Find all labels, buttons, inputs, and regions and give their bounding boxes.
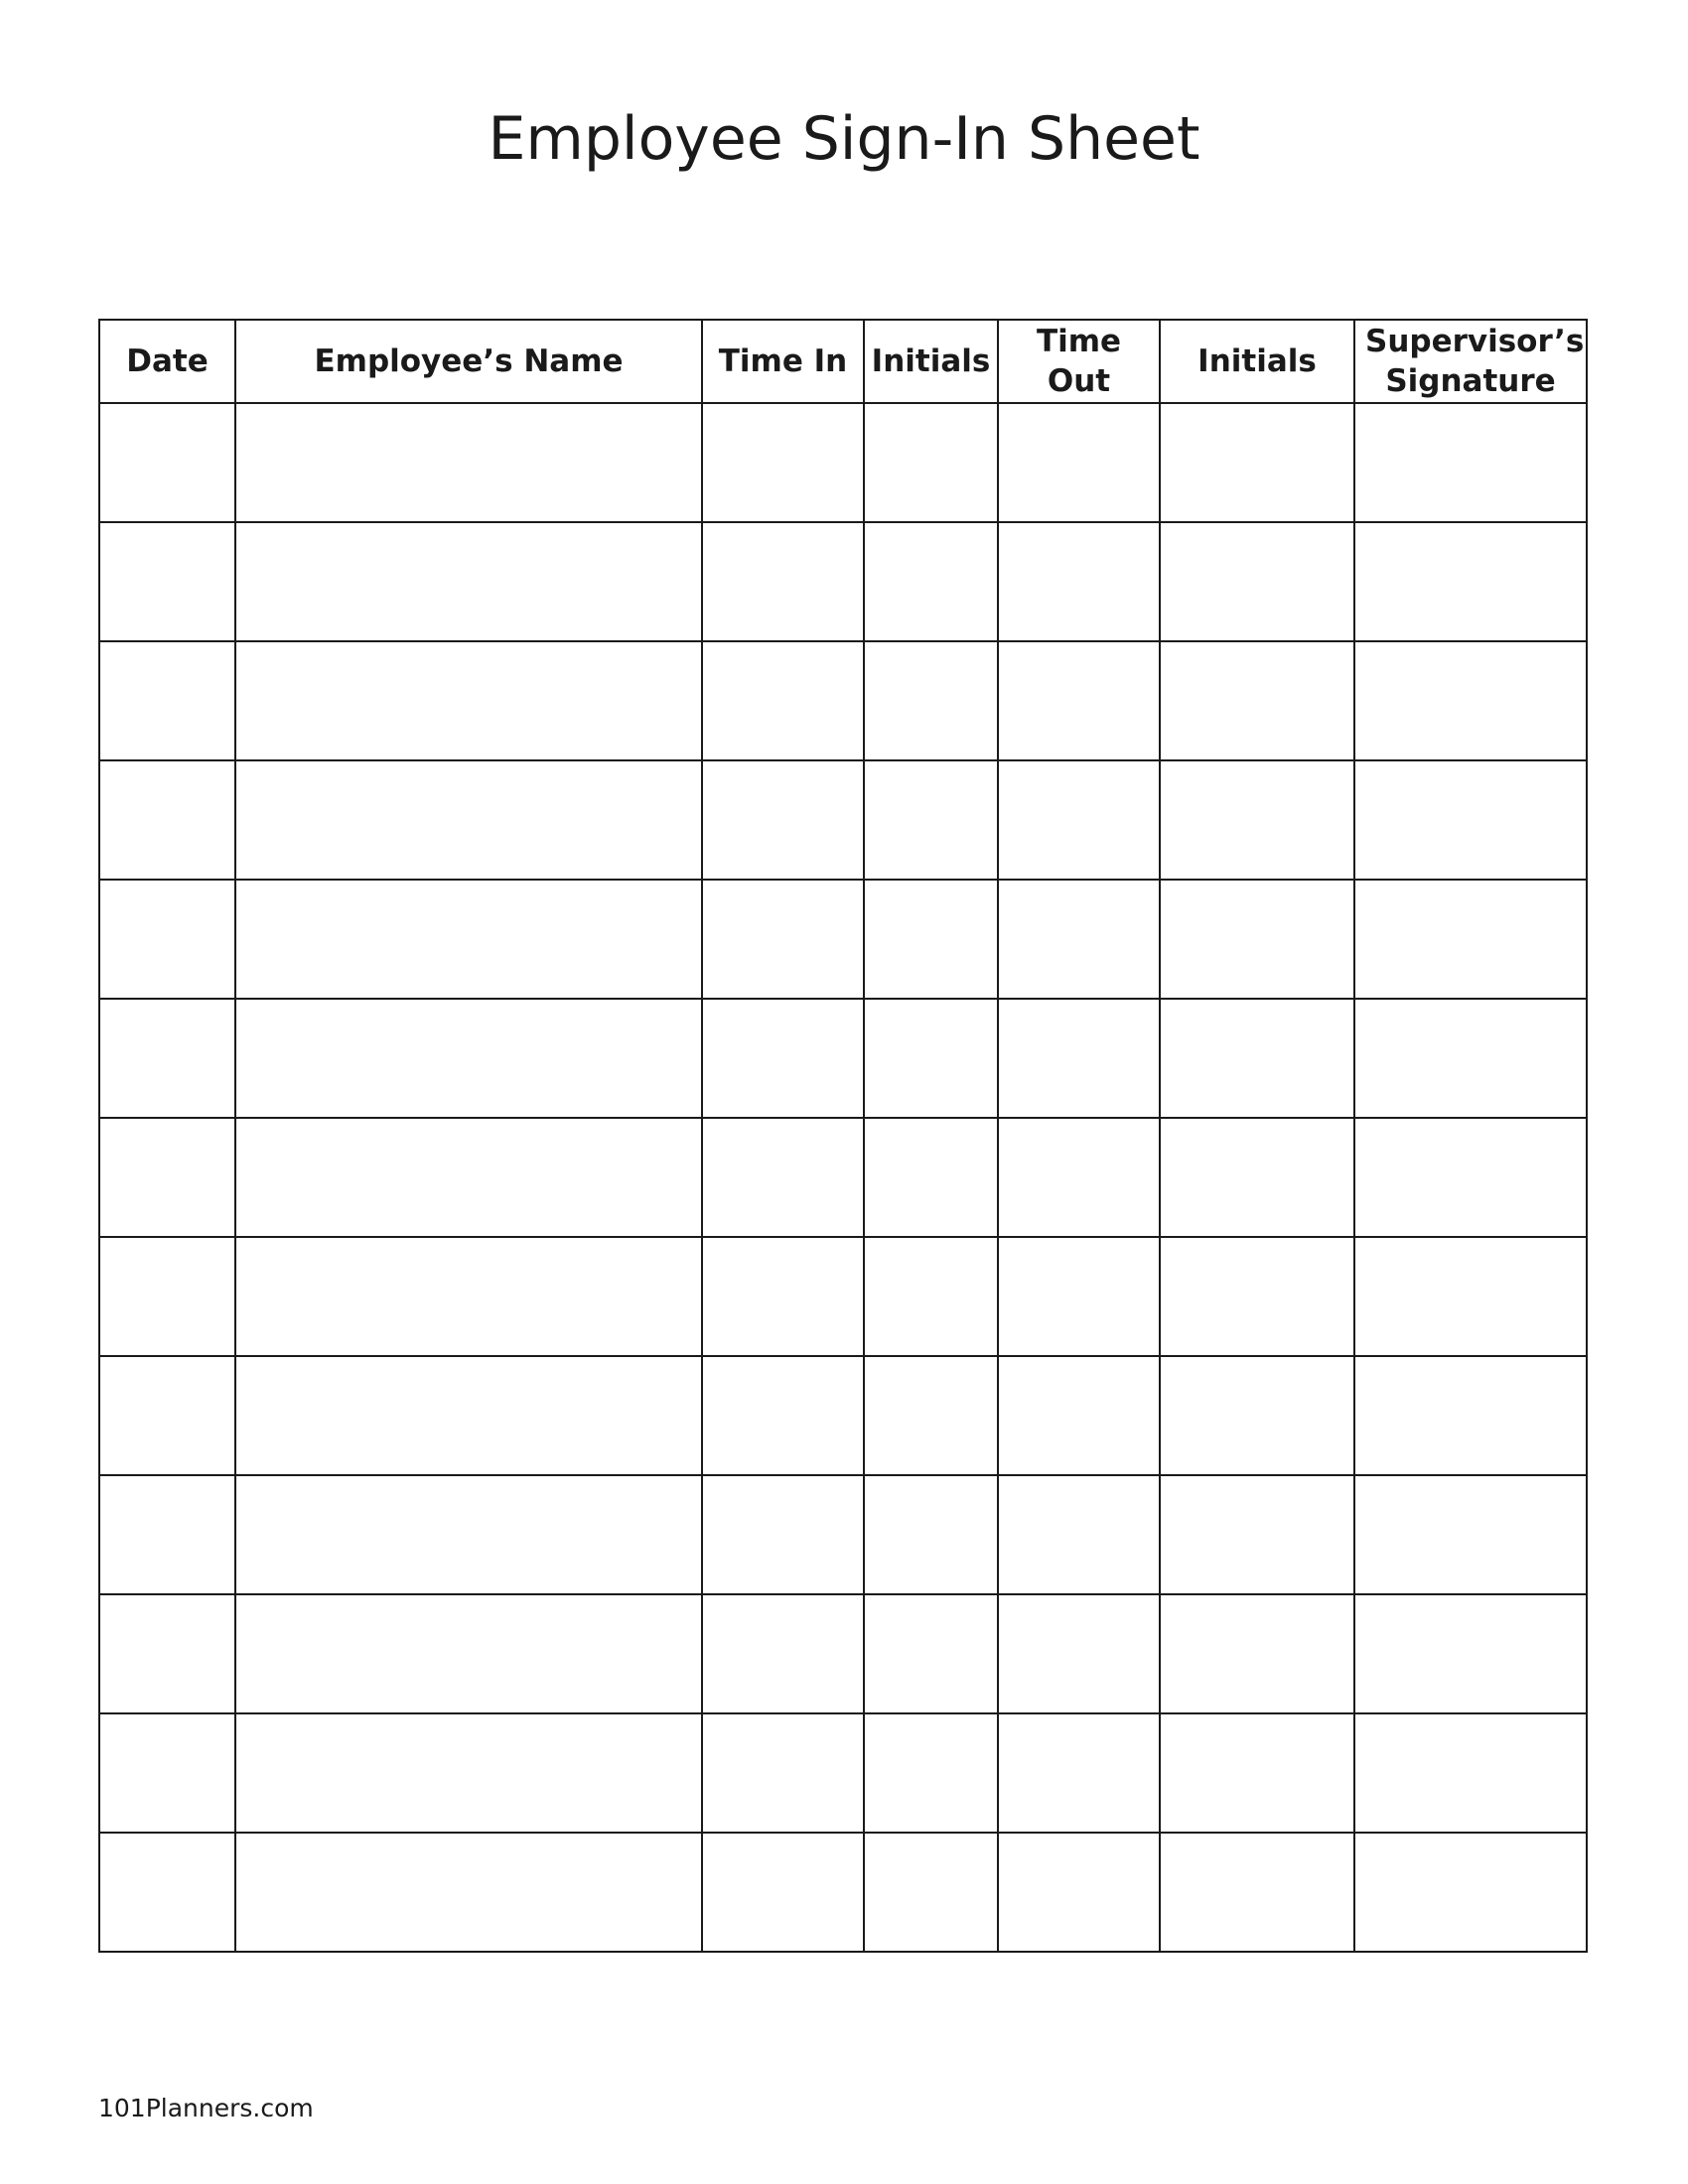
table-row [99,1237,1587,1356]
cell-date [99,1118,235,1237]
cell-signature [1354,1833,1587,1952]
cell-initials-out [1160,1356,1354,1475]
cell-initials-out [1160,1594,1354,1713]
cell-signature [1354,1118,1587,1237]
table-body [99,403,1587,1952]
cell-initials-out [1160,1713,1354,1833]
cell-initials-out [1160,1237,1354,1356]
cell-time-in [702,880,864,999]
table-row [99,1356,1587,1475]
footer-source: 101Planners.com [98,2094,314,2122]
cell-initials-in [864,1594,998,1713]
cell-signature [1354,1594,1587,1713]
cell-time-out [998,880,1160,999]
cell-time-in [702,1833,864,1952]
cell-date [99,1713,235,1833]
cell-name [235,403,702,522]
cell-time-out [998,1237,1160,1356]
cell-initials-in [864,1237,998,1356]
cell-name [235,999,702,1118]
cell-time-out [998,1356,1160,1475]
cell-initials-in [864,760,998,880]
cell-time-in [702,1475,864,1594]
cell-time-in [702,1237,864,1356]
cell-time-out [998,522,1160,641]
table-row [99,1833,1587,1952]
cell-signature [1354,641,1587,760]
table-row [99,641,1587,760]
cell-name [235,1475,702,1594]
cell-time-out [998,403,1160,522]
cell-time-out [998,641,1160,760]
cell-signature [1354,999,1587,1118]
cell-date [99,1475,235,1594]
cell-time-out [998,760,1160,880]
cell-time-in [702,1594,864,1713]
cell-initials-out [1160,403,1354,522]
column-header-employee-name: Employee’s Name [235,320,702,403]
cell-time-out [998,1833,1160,1952]
cell-signature [1354,760,1587,880]
cell-initials-in [864,1475,998,1594]
cell-name [235,1356,702,1475]
cell-date [99,999,235,1118]
column-header-initials-out: Initials [1160,320,1354,403]
column-header-initials-in: Initials [864,320,998,403]
cell-time-in [702,403,864,522]
cell-name [235,880,702,999]
cell-signature [1354,403,1587,522]
cell-name [235,1237,702,1356]
cell-name [235,1118,702,1237]
cell-initials-out [1160,999,1354,1118]
cell-signature [1354,880,1587,999]
cell-initials-in [864,1713,998,1833]
cell-initials-out [1160,760,1354,880]
table-row [99,760,1587,880]
cell-initials-in [864,522,998,641]
column-header-time-out: Time Out [998,320,1160,403]
cell-time-in [702,1118,864,1237]
cell-initials-in [864,1118,998,1237]
cell-initials-out [1160,641,1354,760]
column-header-time-in: Time In [702,320,864,403]
cell-date [99,1237,235,1356]
table-row [99,1475,1587,1594]
cell-date [99,1833,235,1952]
cell-time-out [998,1713,1160,1833]
cell-initials-out [1160,1475,1354,1594]
cell-time-out [998,1118,1160,1237]
column-header-date: Date [99,320,235,403]
cell-initials-out [1160,1118,1354,1237]
cell-date [99,1594,235,1713]
table-row [99,403,1587,522]
cell-name [235,641,702,760]
cell-signature [1354,1356,1587,1475]
page-title: Employee Sign-In Sheet [488,104,1200,174]
cell-initials-out [1160,522,1354,641]
cell-name [235,1713,702,1833]
cell-initials-in [864,403,998,522]
cell-signature [1354,1713,1587,1833]
table-row [99,999,1587,1118]
cell-name [235,1833,702,1952]
cell-time-out [998,1594,1160,1713]
cell-initials-out [1160,880,1354,999]
cell-initials-out [1160,1833,1354,1952]
cell-time-out [998,1475,1160,1594]
cell-time-in [702,1356,864,1475]
cell-time-out [998,999,1160,1118]
cell-date [99,403,235,522]
table-row [99,1713,1587,1833]
cell-initials-in [864,641,998,760]
cell-initials-in [864,880,998,999]
cell-time-in [702,522,864,641]
table-row [99,522,1587,641]
table-row [99,1594,1587,1713]
cell-signature [1354,1475,1587,1594]
column-header-supervisor-signature: Supervisor’s Signature [1354,320,1587,403]
cell-initials-in [864,1356,998,1475]
sign-in-table [98,319,1588,1953]
cell-signature [1354,1237,1587,1356]
cell-time-in [702,641,864,760]
cell-time-in [702,999,864,1118]
cell-initials-in [864,999,998,1118]
cell-date [99,880,235,999]
cell-date [99,641,235,760]
cell-name [235,760,702,880]
cell-date [99,760,235,880]
cell-date [99,522,235,641]
cell-date [99,1356,235,1475]
table-row [99,1118,1587,1237]
table-row [99,880,1587,999]
cell-time-in [702,1713,864,1833]
cell-name [235,522,702,641]
cell-name [235,1594,702,1713]
header-row [99,320,1587,403]
cell-initials-in [864,1833,998,1952]
cell-time-in [702,760,864,880]
cell-signature [1354,522,1587,641]
